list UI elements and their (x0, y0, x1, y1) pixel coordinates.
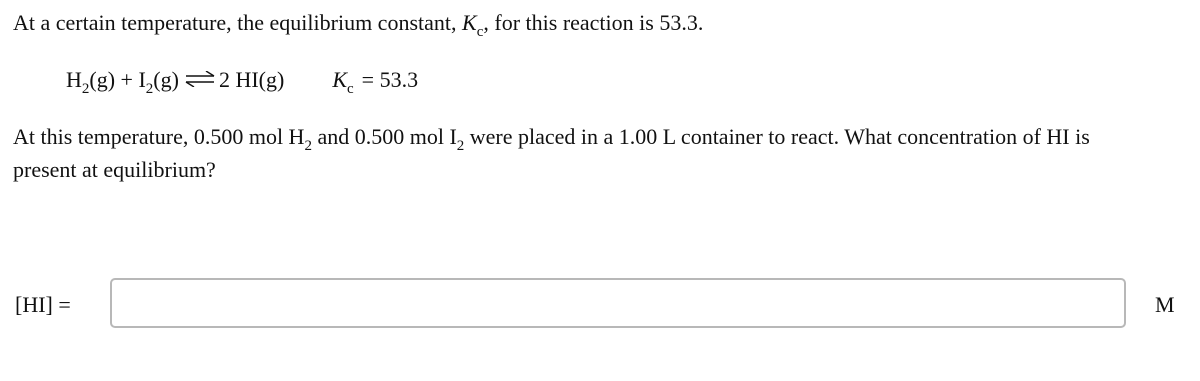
question-part3: were placed in a 1.00 L container to react. What concentration of HI is (464, 124, 1090, 149)
answer-input[interactable] (110, 278, 1126, 328)
question-i-subscript: 2 (456, 138, 465, 154)
question-part2: and 0.500 mol I (311, 124, 457, 149)
i-subscript: 2 (145, 81, 154, 97)
answer-label: [HI] = (15, 292, 71, 317)
intro-post: , for this reaction is 53.3. (483, 10, 704, 35)
k-symbol: K (462, 10, 477, 35)
h-subscript: 2 (81, 81, 90, 97)
reactant-h-state: (g) + I (89, 67, 146, 92)
unit-label: M (1155, 292, 1175, 317)
kc-value: = 53.3 (361, 67, 419, 92)
reactant-h: H (66, 67, 82, 92)
k-subscript: c (476, 24, 484, 40)
question-part1: At this temperature, 0.500 mol H (13, 124, 305, 149)
product: 2 HI(g) (218, 67, 285, 92)
reactant-i-state: (g) (153, 67, 179, 92)
question-line-1 (13, 124, 1090, 154)
reaction-equation (66, 67, 419, 97)
question-line-2: present at equilibrium? (13, 157, 216, 182)
equilibrium-arrow-icon (185, 67, 215, 83)
question-h-subscript: 2 (304, 138, 312, 154)
intro-text (13, 10, 704, 40)
intro-pre: At a certain temperature, the equilibrium constant, (13, 10, 463, 35)
kc-symbol: K (332, 67, 347, 92)
kc-subscript: c (347, 81, 354, 97)
